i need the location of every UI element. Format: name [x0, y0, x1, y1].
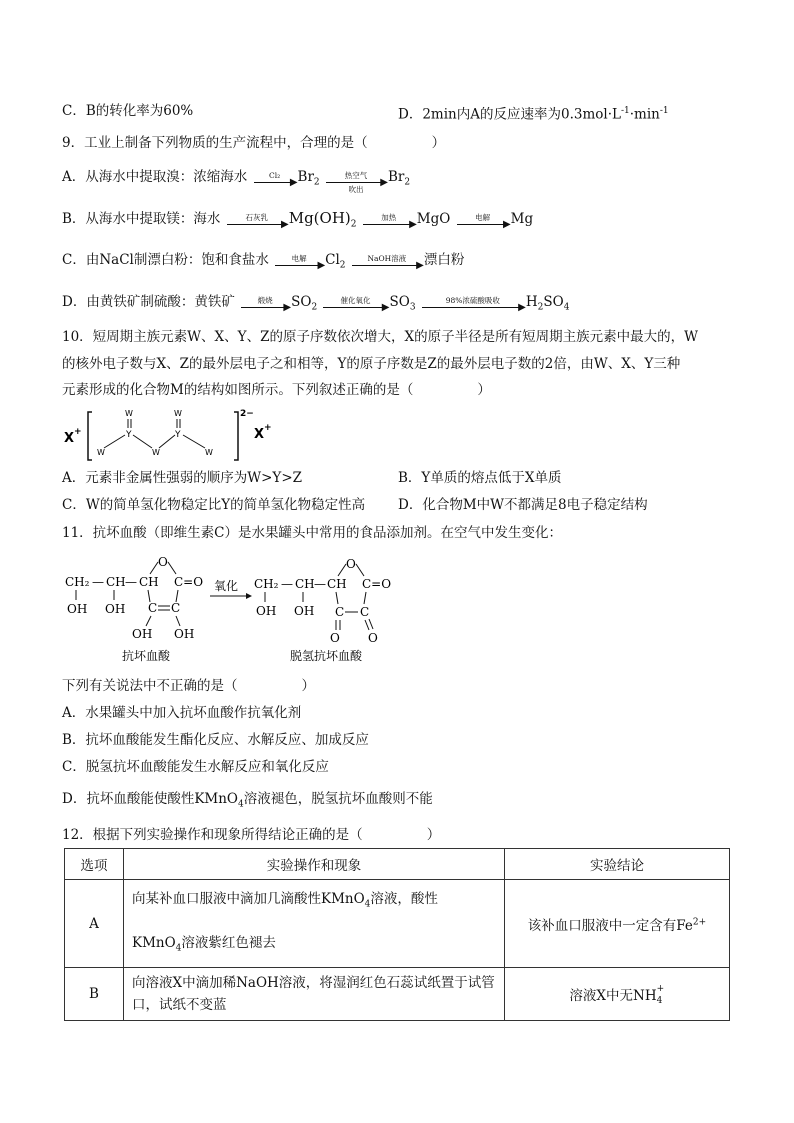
arrow-label: 电解 — [475, 212, 491, 222]
q10-option-c — [62, 495, 365, 515]
row-a-op1-sub: 4 — [364, 899, 371, 910]
bond-dash: — — [281, 577, 293, 591]
bond — [356, 564, 364, 576]
row-a-op2-sub: 4 — [175, 943, 182, 954]
q8-option-c-text: C．B的转化率为60% — [62, 103, 194, 119]
q9-option-b: B．从海水中提取镁：海水 石灰乳 ▶ $Mg(OH)_2$ 加热 ▶ MgO 电解 ▶ Mg — [62, 209, 534, 230]
q11-option-b-text: B．抗坏血酸能发生酯化反应、水解反应、加成反应 — [62, 732, 369, 748]
row-b-op-text: 向溶液X中滴加稀NaOH溶液，将湿润红色石蕊试纸置于试管口，试纸不变蓝 — [132, 975, 495, 1014]
row-b-concl-sup: + — [656, 983, 665, 994]
atom-ch2-product: CH₂ — [254, 577, 279, 591]
hydroxyl-p2: OH — [294, 604, 315, 618]
cation-charge-right: + — [264, 423, 272, 433]
q9-d-prefix: D．由黄铁矿制硫酸：黄铁矿 — [62, 294, 235, 310]
q11-question-close: ） — [301, 678, 315, 694]
q9-c-end: 漂白粉 — [423, 252, 465, 268]
q9-stem-text: 9．工业上制备下列物质的生产流程中，合理的是（ — [62, 135, 368, 151]
q8-option-c — [62, 101, 193, 121]
arrow-label: 加热 — [381, 212, 397, 222]
row-a-op2-end: 溶液紫红色褪去 — [181, 934, 276, 951]
q11-stem — [62, 523, 562, 543]
atom-w2: W — [125, 409, 133, 418]
bond — [104, 435, 125, 448]
row-b-operation — [124, 968, 505, 1021]
row-a-op-line1 — [132, 884, 496, 920]
q10-stem-line1 — [62, 327, 698, 347]
bond — [338, 564, 346, 576]
atom-w3: W — [152, 448, 160, 457]
row-a-op2: KMnO — [132, 934, 176, 951]
right-bracket — [234, 412, 238, 460]
hydroxyl-3: OH — [132, 627, 153, 641]
q9-b-prefix: B．从海水中提取镁：海水 — [62, 211, 221, 227]
double-bond — [365, 620, 369, 630]
cation-charge-left: + — [74, 427, 82, 437]
q10-stem-text-3: 元素形成的化合物M的结构如图所示。下列叙述正确的是（ — [62, 382, 414, 398]
q10-stem-line3 — [62, 380, 491, 400]
arrow-label: Cl₂ — [268, 170, 281, 180]
q9-option-a: A．从海水中提取溴：浓缩海水 Cl₂ ▶ $Br_2$ 热空气 ▶ 吹出 $Br_2$ — [62, 169, 411, 194]
q10-option-d — [398, 495, 648, 515]
q10-stem-text-2: 的核外电子数与X、Z的最外层电子之和相等，Y的原子序数是Z的最外层电子数的2倍，由W、X、Y三种 — [62, 356, 681, 372]
reaction-arrow: 98%浓硫酸吸收 ▶ — [422, 298, 524, 308]
bond — [364, 592, 366, 604]
bond — [159, 435, 175, 448]
reaction-arrow: 煅烧 ▶ — [241, 298, 289, 308]
row-b-ion-marks — [656, 983, 665, 1006]
q11-option-b — [62, 730, 369, 750]
q8-d-exp2: -1 — [659, 106, 669, 116]
bond-dash: — — [92, 575, 104, 589]
carbonyl-o-2: O — [368, 631, 378, 645]
bond — [176, 616, 180, 626]
q10-stem-text-1: 10．短周期主族元素W、X、Y、Z的原子序数依次增大，X的原子半径是所有短周期主族元素中最大的，W — [62, 329, 698, 345]
q11-option-a-text: A．水果罐头中加入抗坏血酸作抗氧化剂 — [62, 705, 302, 721]
q10-option-b — [398, 468, 561, 488]
reaction-arrow: 热空气 ▶ 吹出 — [326, 173, 386, 183]
row-b-concl-sub: 4 — [656, 995, 663, 1006]
row-a-label: A — [65, 880, 124, 968]
anion-charge: 2− — [240, 409, 254, 419]
atom-ch-ring: CH — [139, 575, 159, 589]
q12-experiment-table — [64, 848, 730, 1021]
left-bracket — [88, 412, 92, 460]
atom-ch-ring-product: CH — [327, 577, 347, 591]
atom-carbonyl-product: C=O — [362, 577, 392, 591]
q9-d-mid1: SO — [291, 294, 312, 310]
q11-option-a — [62, 703, 301, 723]
arrow-label: 催化氧化 — [340, 295, 371, 305]
q11-option-c — [62, 757, 329, 777]
ring-c-left-product: C — [335, 605, 345, 619]
q8-d-exp1: -1 — [620, 106, 630, 116]
q9-c-mid: Cl — [325, 252, 340, 268]
q11-option-d-sub: 4 — [238, 799, 244, 810]
bond — [168, 562, 176, 574]
q9-stem — [62, 133, 445, 153]
bond-dash: — — [314, 577, 326, 591]
header-operation: 实验操作和现象 — [124, 849, 505, 880]
q9-a-end: Br — [387, 169, 405, 185]
ascorbic-acid-reaction-diagram — [62, 550, 412, 668]
q10-option-d-text: D．化合物M中W不都满足8电子稳定结构 — [398, 497, 648, 513]
ring-c-right-product: C — [360, 605, 370, 619]
q11-question-text: 下列有关说法中不正确的是（ — [62, 678, 238, 694]
reaction-arrow: 电解 ▶ — [457, 215, 509, 225]
q12-stem — [62, 825, 440, 845]
hydroxyl-1: OH — [67, 602, 88, 616]
q10-stem-line2 — [62, 354, 680, 374]
q9-d-end: H — [525, 294, 538, 310]
cation-x-left: X — [64, 431, 75, 446]
arrow-label: NaOH溶液 — [367, 253, 407, 263]
atom-y2: Y — [175, 430, 181, 440]
bond — [146, 616, 151, 626]
q10-option-a-text: A．元素非金属性强弱的顺序为W>Y>Z — [62, 470, 303, 486]
q9-b-end: Mg — [510, 211, 534, 227]
row-a-concl-sup: 2+ — [692, 917, 707, 928]
cation-x-right: X — [254, 427, 265, 442]
q12-stem-close: ） — [426, 827, 441, 843]
q11-option-d-text-1: D．抗坏血酸能使酸性KMnO — [62, 791, 238, 807]
q8-option-d — [398, 101, 669, 125]
q9-b-mid1: Mg(OH) — [288, 209, 351, 227]
carbonyl-o-1: O — [330, 631, 340, 645]
atom-w1: W — [97, 448, 105, 457]
label-ascorbic-acid: 抗坏血酸 — [122, 649, 171, 663]
ring-c-left: C — [148, 601, 158, 615]
arrow-label: 98%浓硫酸吸收 — [445, 295, 500, 305]
row-a-operation — [124, 880, 505, 968]
row-b-label: B — [65, 968, 124, 1021]
atom-carbonyl: C=O — [174, 575, 204, 589]
row-b-concl-text: 溶液X中无NH — [569, 988, 657, 1005]
atom-y1: Y — [126, 430, 132, 440]
header-conclusion: 实验结论 — [505, 849, 730, 880]
hydroxyl-2: OH — [105, 602, 126, 616]
atom-ch-product: CH — [295, 577, 315, 591]
reaction-arrow: 石灰乳 ▶ — [227, 215, 287, 225]
q8-d-unit: mol·L — [582, 106, 621, 123]
q9-c-prefix: C．由NaCl制漂白粉：饱和食盐水 — [62, 252, 269, 268]
table-header-row — [65, 849, 730, 880]
q12-stem-text: 12．根据下列实验操作和现象所得结论正确的是（ — [62, 827, 363, 843]
table-row — [65, 968, 730, 1021]
ring-oxygen-product: O — [346, 557, 356, 571]
bond — [183, 435, 205, 448]
bond — [150, 562, 158, 574]
row-a-op-line2 — [132, 928, 496, 964]
double-bond — [369, 619, 373, 629]
reaction-arrow: NaOH溶液 ▶ — [352, 256, 422, 266]
bond — [133, 435, 152, 448]
row-a-concl-text: 该补血口服液中一定含有Fe — [527, 917, 693, 934]
bond-dash: — — [125, 575, 137, 589]
row-a-conclusion — [505, 880, 730, 968]
atom-ch: CH — [106, 575, 126, 589]
arrow-label: 煅烧 — [257, 295, 273, 305]
q9-d-mid2: SO — [389, 294, 410, 310]
hydroxyl-4: OH — [174, 627, 195, 641]
reaction-arrow: 加热 ▶ — [363, 215, 415, 225]
q11-option-d-text-2: 溶液褪色，脱氢抗坏血酸则不能 — [243, 791, 433, 807]
q11-option-d — [62, 789, 433, 815]
reaction-arrow: Cl₂ ▶ — [254, 173, 296, 183]
arrow-label: 石灰乳 — [245, 212, 268, 222]
header-option: 选项 — [65, 849, 124, 880]
q10-option-c-text: C．W的简单氢化物稳定比Y的简单氢化物稳定性高 — [62, 497, 366, 513]
atom-w4: W — [174, 409, 182, 418]
arrow-label-bottom: 吹出 — [348, 184, 364, 194]
table-row — [65, 880, 730, 968]
reaction-arrow: 电解 ▶ — [275, 256, 323, 266]
arrow-label-oxidation: 氧化 — [214, 579, 239, 593]
q8-d-prefix: D．2min内A的反应速率为 — [398, 106, 561, 123]
q9-d-end2: SO — [543, 294, 564, 310]
q9-option-d: D．由黄铁矿制硫酸：黄铁矿 煅烧 ▶ $SO_2$ 催化氧化 ▶ $SO_3$ 98%浓硫酸吸收 ▶ $H_2SO_4$ — [62, 294, 570, 313]
q9-a-mid: Br — [297, 169, 314, 185]
q9-a-prefix: A．从海水中提取溴：浓缩海水 — [62, 169, 248, 185]
compound-m-structure — [62, 404, 292, 466]
q11-stem-text: 11．抗坏血酸（即维生素C）是水果罐头中常用的食品添加剂。在空气中发生变化： — [62, 525, 563, 541]
q9-b-mid2: MgO — [416, 211, 451, 227]
ring-oxygen: O — [158, 555, 168, 569]
row-a-op1: 向某补血口服液中滴加几滴酸性KMnO — [132, 891, 365, 907]
q10-stem-close: ） — [477, 382, 491, 398]
q11-question — [62, 676, 315, 696]
q10-option-a — [62, 468, 302, 488]
q10-option-b-text: B．Y单质的熔点低于X单质 — [398, 470, 562, 486]
bond — [336, 592, 338, 604]
atom-w5: W — [205, 448, 213, 457]
ring-c-right: C — [171, 601, 181, 615]
reaction-arrowhead — [246, 593, 252, 599]
q11-option-c-text: C．脱氢抗坏血酸能发生水解反应和氧化反应 — [62, 759, 329, 775]
q9-stem-close: ） — [431, 135, 446, 151]
q9-option-c: C．由NaCl制漂白粉：饱和食盐水 电解 ▶ $Cl_2$ NaOH溶液 ▶ 漂白粉 — [62, 252, 465, 271]
q8-d-value: 0.3 — [560, 106, 583, 123]
arrow-label: 热空气 — [344, 170, 368, 180]
q8-d-unit2: ·min — [629, 106, 660, 123]
atom-ch2: CH₂ — [65, 575, 90, 589]
row-b-conclusion — [505, 968, 730, 1021]
reaction-arrow: 催化氧化 ▶ — [323, 298, 387, 308]
label-dehydroascorbic-acid: 脱氢抗坏血酸 — [290, 649, 363, 663]
hydroxyl-p1: OH — [256, 604, 277, 618]
row-a-op1-end: 溶液，酸性 — [370, 891, 438, 907]
arrow-label: 电解 — [291, 253, 307, 263]
